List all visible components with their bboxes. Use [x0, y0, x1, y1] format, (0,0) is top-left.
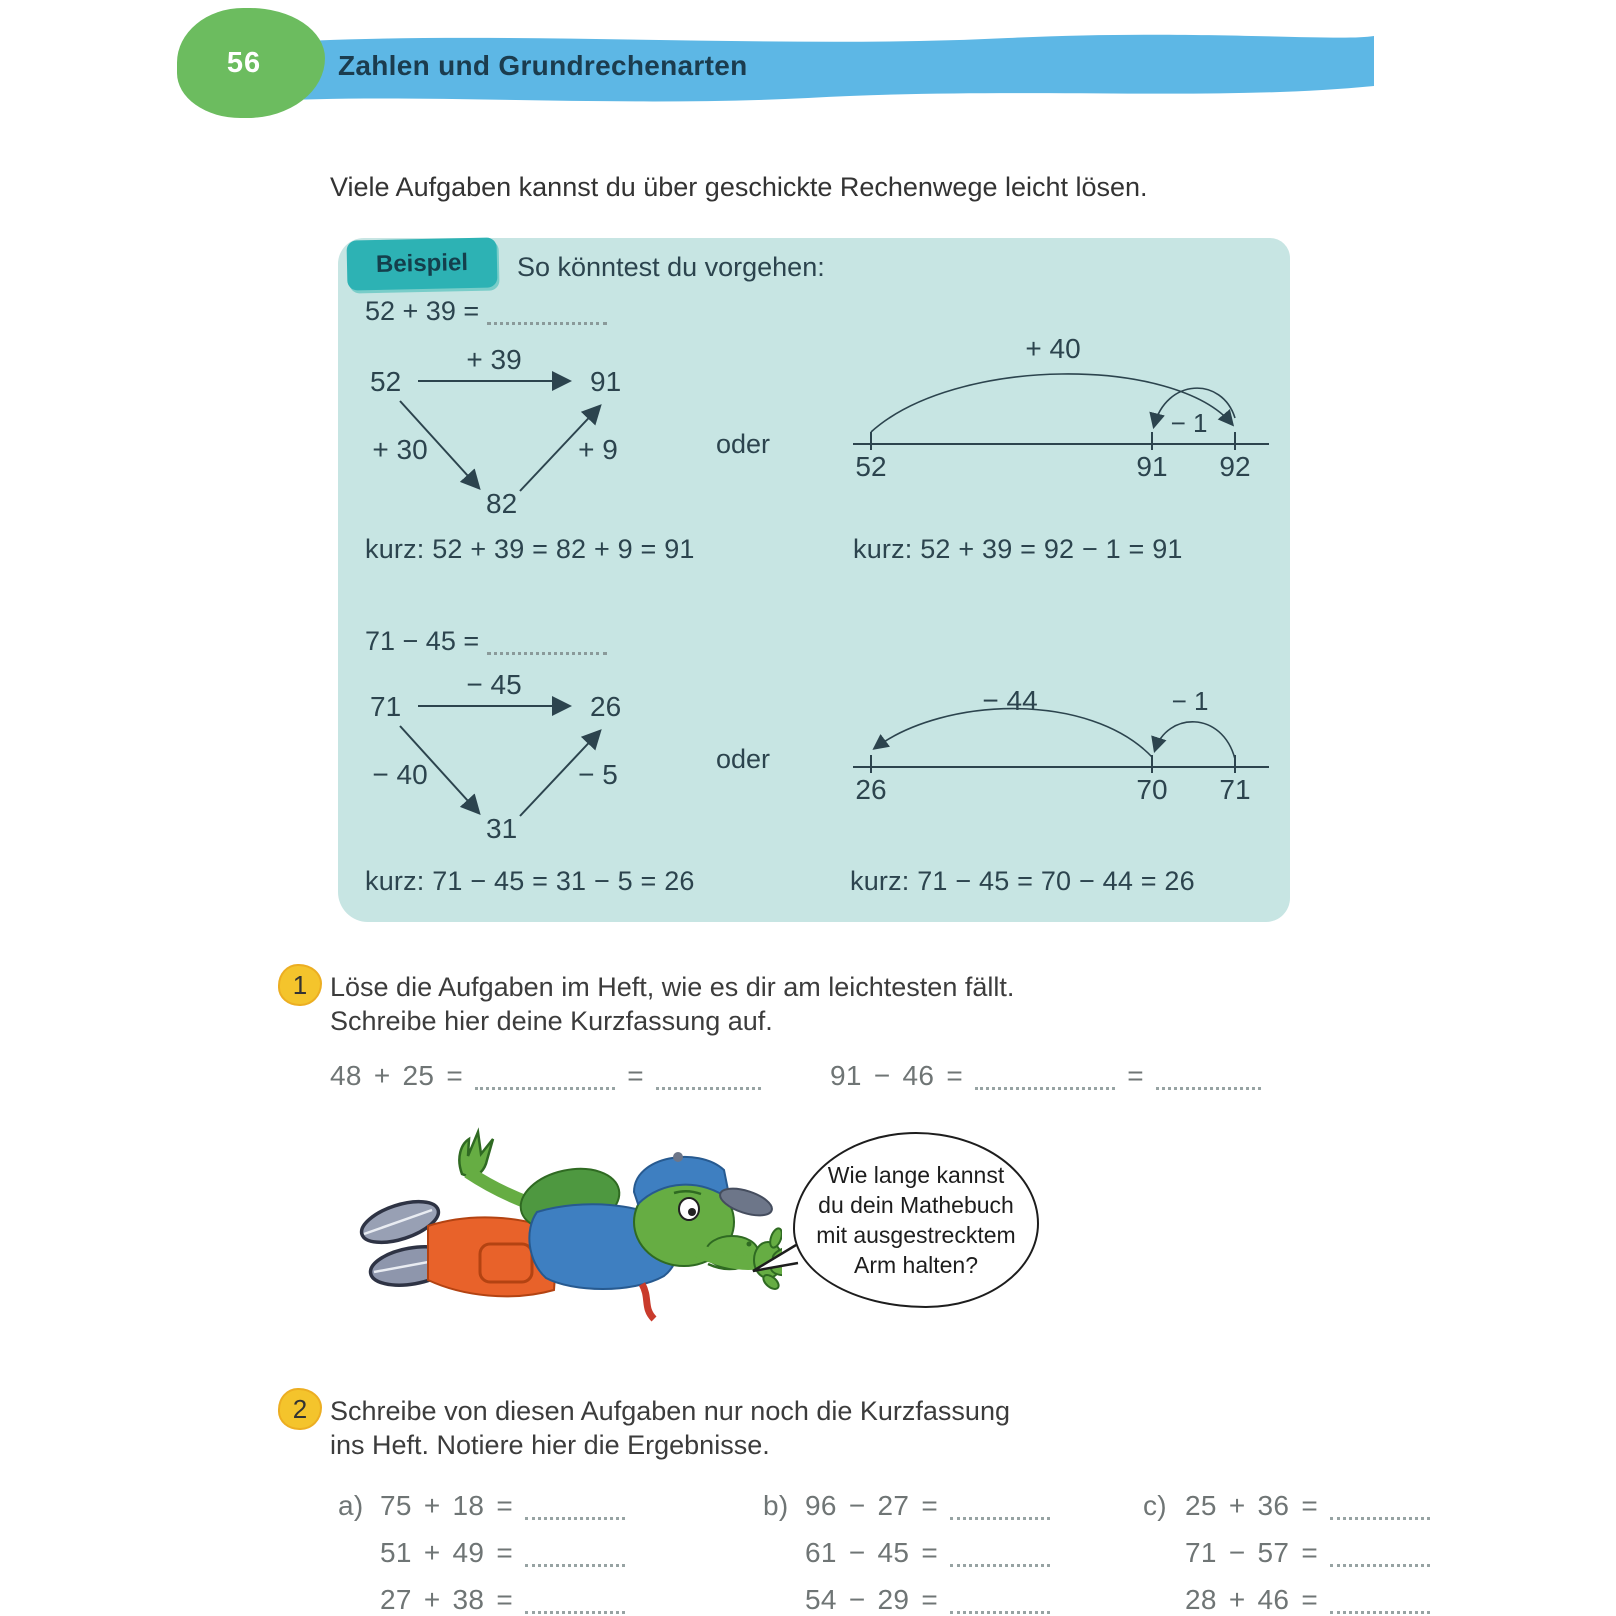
page-number: 56: [226, 46, 262, 79]
svg-text:71: 71: [370, 691, 402, 722]
answer-blank: [656, 1087, 761, 1090]
svg-text:+ 9: + 9: [578, 434, 618, 465]
answer-blank: [1330, 1564, 1430, 1567]
svg-text:91: 91: [1136, 451, 1168, 482]
number-line-2: [845, 648, 1275, 803]
task-1-badge: 1: [278, 964, 322, 1006]
svg-text:82: 82: [486, 488, 518, 519]
example-box: [338, 238, 1290, 922]
beispiel-tab: [346, 237, 497, 290]
exercise-row: c) 25 + 36 =: [1143, 1490, 1430, 1522]
mascot-illustration: [312, 1112, 782, 1322]
svg-text:26: 26: [590, 691, 622, 722]
answer-blank: [525, 1517, 625, 1520]
svg-text:26: 26: [855, 774, 887, 803]
svg-text:71: 71: [1219, 774, 1251, 803]
answer-blank: [525, 1611, 625, 1614]
intro-text: Viele Aufgaben kannst du über geschickte Rechenwege leicht lösen.: [330, 172, 1148, 202]
svg-text:− 5: − 5: [578, 759, 618, 790]
task-2-text: Schreibe von diesen Aufgaben nur noch die Kurzfassung ins Heft. Notiere hier die Ergebnisse.: [330, 1396, 1010, 1460]
svg-text:− 44: − 44: [982, 685, 1038, 716]
task1-equation-1: 48 + 25 = =: [330, 1060, 761, 1092]
strategy-diagram-2: [358, 666, 658, 866]
answer-blank: [950, 1564, 1050, 1567]
svg-text:− 45: − 45: [466, 669, 522, 700]
example2-problem: 71 − 45 =: [365, 626, 607, 657]
exercise-row: b) 96 − 27 =: [763, 1490, 1050, 1522]
kurz-line-1-right: kurz: 52 + 39 = 92 − 1 = 91: [853, 534, 1183, 564]
svg-text:52: 52: [370, 366, 402, 397]
answer-blank: [525, 1564, 625, 1567]
number-line-1: [845, 328, 1275, 483]
example1-problem: 52 + 39 =: [365, 296, 607, 327]
task-2-badge: 2: [278, 1388, 322, 1430]
speech-bubble: Wie lange kannst du dein Mathebuch mit ausgestrecktem Arm halten?: [793, 1132, 1039, 1308]
task-1-text: Löse die Aufgaben im Heft, wie es dir am leichtesten fällt. Schreibe hier deine Kurzfassung auf.: [330, 972, 1015, 1036]
exercise-row: a) 75 + 18 =: [338, 1490, 625, 1522]
svg-text:52: 52: [855, 451, 887, 482]
answer-blank: [975, 1087, 1115, 1090]
answer-blank: [950, 1517, 1050, 1520]
exercise-row: 27 + 38 =: [338, 1584, 625, 1616]
answer-blank: [1330, 1611, 1430, 1614]
oder-label-2: oder: [716, 744, 771, 774]
exercise-row: 61 − 45 =: [763, 1537, 1050, 1569]
speech-bubble-tail: [750, 1244, 802, 1278]
answer-blank: [950, 1611, 1050, 1614]
kurz-line-2-right: kurz: 71 − 45 = 70 − 44 = 26: [850, 866, 1195, 896]
oder-label-1: oder: [716, 429, 771, 459]
svg-text:− 1: − 1: [1171, 686, 1209, 716]
example-heading: So könntest du vorgehen:: [517, 252, 825, 282]
answer-blank: [487, 652, 607, 655]
answer-blank: [1330, 1517, 1430, 1520]
answer-blank: [487, 322, 607, 325]
exercise-row: 51 + 49 =: [338, 1537, 625, 1569]
exercise-row: 71 − 57 =: [1143, 1537, 1430, 1569]
svg-text:+ 39: + 39: [466, 344, 522, 375]
beispiel-tab-label: Beispiel: [375, 249, 469, 278]
kurz-line-2-left: kurz: 71 − 45 = 31 − 5 = 26: [365, 866, 695, 896]
strategy-diagram-1: [358, 341, 658, 541]
exercise-row: 28 + 46 =: [1143, 1584, 1430, 1616]
svg-text:70: 70: [1136, 774, 1168, 803]
answer-blank: [1156, 1087, 1261, 1090]
task1-equation-2: 91 − 46 = =: [830, 1060, 1261, 1092]
svg-text:+ 40: + 40: [1025, 333, 1081, 364]
svg-text:92: 92: [1219, 451, 1251, 482]
svg-text:+ 30: + 30: [372, 434, 428, 465]
mascot-scarf: [642, 1284, 654, 1319]
answer-blank: [475, 1087, 615, 1090]
svg-text:− 40: − 40: [372, 759, 428, 790]
mascot-eye: [679, 1198, 699, 1220]
exercise-row: 54 − 29 =: [763, 1584, 1050, 1616]
kurz-line-1-left: kurz: 52 + 39 = 82 + 9 = 91: [365, 534, 695, 564]
svg-text:− 1: − 1: [1170, 408, 1208, 438]
svg-text:91: 91: [590, 366, 622, 397]
chapter-title: Zahlen und Grundrechenarten: [338, 50, 748, 81]
svg-text:31: 31: [486, 813, 518, 844]
